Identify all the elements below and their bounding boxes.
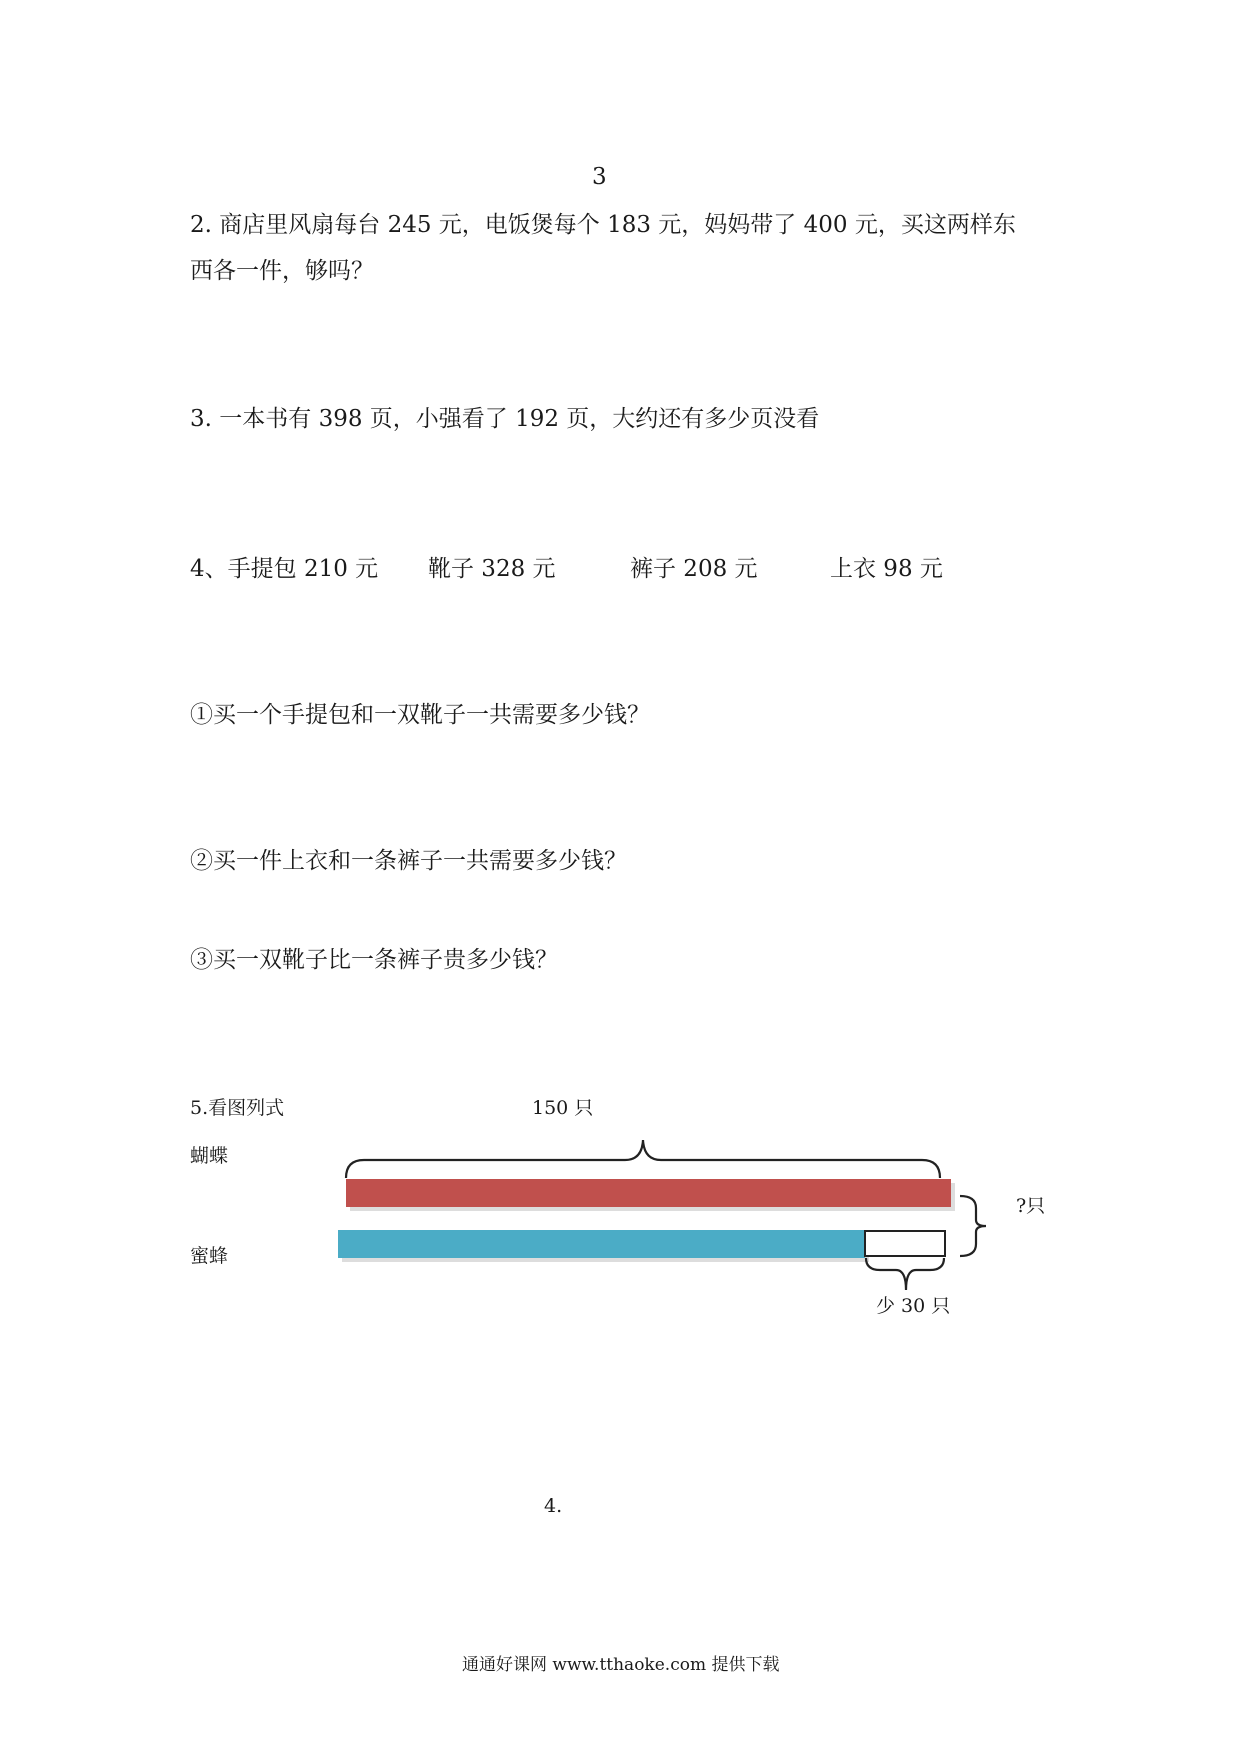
question-4-item-jacket: 上衣 98 元 xyxy=(830,556,943,582)
bee-bar-shadow xyxy=(342,1234,869,1262)
difference-brace xyxy=(866,1258,944,1290)
question-4-sub-3: ③买一双靴子比一条裤子贵多少钱？ xyxy=(190,947,558,973)
bee-bar xyxy=(338,1230,865,1258)
footer-credit: 通通好课网 www.tthaoke.com 提供下载 xyxy=(462,1655,780,1675)
total-brace xyxy=(346,1140,940,1178)
question-4-item-pants: 裤子 208 元 xyxy=(630,556,758,582)
page-number-top: 3 xyxy=(592,164,607,190)
butterfly-bar-shadow xyxy=(350,1183,955,1211)
question-4-sub-1: ①买一个手提包和一双靴子一共需要多少钱？ xyxy=(190,702,650,728)
question-4-item-boots: 靴子 328 元 xyxy=(428,556,556,582)
page-number-bottom: 4. xyxy=(544,1495,563,1517)
difference-box xyxy=(865,1231,945,1256)
label-total: 150 只 xyxy=(532,1097,594,1119)
question-4-intro: 4、手提包 210 元 xyxy=(190,556,379,582)
label-less: 少 30 只 xyxy=(876,1295,951,1317)
question-brace xyxy=(960,1196,986,1256)
question-2-line-1: 2. 商店里风扇每台 245 元，电饭煲每个 183 元，妈妈带了 400 元，买这两样东 xyxy=(190,212,1016,238)
question-5-title: 5.看图列式 xyxy=(190,1097,285,1119)
label-bee: 蜜蜂 xyxy=(190,1245,229,1267)
question-3: 3. 一本书有 398 页，小强看了 192 页，大约还有多少页没看 xyxy=(190,406,820,432)
question-4-sub-2: ②买一件上衣和一条裤子一共需要多少钱？ xyxy=(190,848,627,874)
label-question-amount: ?只 xyxy=(1016,1195,1046,1217)
question-2-line-2: 西各一件，够吗？ xyxy=(190,258,374,284)
butterfly-bar xyxy=(346,1179,951,1207)
label-butterfly: 蝴蝶 xyxy=(190,1145,229,1167)
